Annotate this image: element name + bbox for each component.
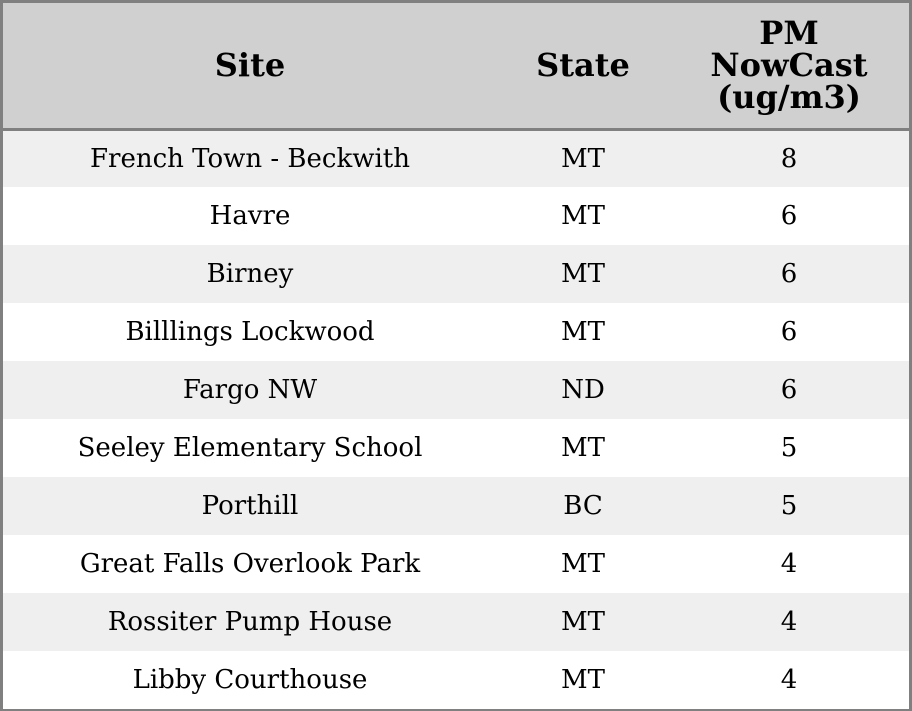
table-row (3, 303, 909, 361)
cell-state: MT (561, 143, 605, 174)
cell-state: MT (561, 317, 605, 347)
pm-nowcast-table (3, 3, 909, 709)
cell-site: Fargo NW (182, 375, 318, 405)
cell-site: Havre (209, 201, 291, 231)
table-row (3, 651, 909, 709)
column-header-pm-nowcast[interactable] (669, 3, 909, 129)
cell-site: Porthill (201, 491, 299, 521)
cell-pm-nowcast: 4 (780, 607, 798, 637)
cell-pm-nowcast: 8 (780, 143, 798, 174)
table-row (3, 361, 909, 419)
table-row (3, 245, 909, 303)
table-row (3, 593, 909, 651)
cell-pm-nowcast: 6 (780, 375, 798, 405)
cell-pm-nowcast: 4 (780, 549, 798, 579)
cell-state: MT (561, 549, 605, 579)
column-header-pm-line2: NowCast (710, 46, 868, 85)
cell-pm-nowcast: 5 (780, 491, 798, 521)
cell-state: MT (561, 259, 605, 289)
header-row (3, 3, 909, 129)
cell-pm-nowcast: 6 (780, 317, 798, 347)
table-row (3, 477, 909, 535)
column-header-pm-line1: PM (759, 14, 819, 53)
cell-state: MT (561, 433, 605, 463)
table-row (3, 187, 909, 245)
cell-state: BC (563, 491, 603, 521)
column-header-pm-line3: (ug/m3) (717, 78, 861, 117)
column-header-site[interactable]: Site (3, 3, 497, 129)
table-row (3, 419, 909, 477)
table-header (3, 3, 909, 129)
cell-pm-nowcast: 6 (780, 201, 798, 231)
cell-site: Billlings Lockwood (125, 317, 375, 347)
table-row (3, 129, 909, 187)
cell-site: Great Falls Overlook Park (79, 549, 421, 579)
table-body (3, 129, 909, 709)
cell-state: MT (561, 201, 605, 231)
cell-pm-nowcast: 5 (780, 433, 798, 463)
cell-pm-nowcast: 6 (780, 259, 798, 289)
cell-site: Libby Courthouse (132, 665, 368, 695)
cell-pm-nowcast: 4 (780, 665, 798, 695)
table-row (3, 535, 909, 593)
cell-site: Birney (206, 259, 294, 289)
cell-state: MT (561, 607, 605, 637)
cell-site: Rossiter Pump House (107, 607, 393, 637)
cell-state: ND (561, 375, 605, 405)
column-header-state[interactable]: State (497, 3, 669, 129)
cell-state: MT (561, 665, 605, 695)
cell-site: French Town - Beckwith (89, 143, 411, 174)
cell-site: Seeley Elementary School (77, 433, 423, 463)
